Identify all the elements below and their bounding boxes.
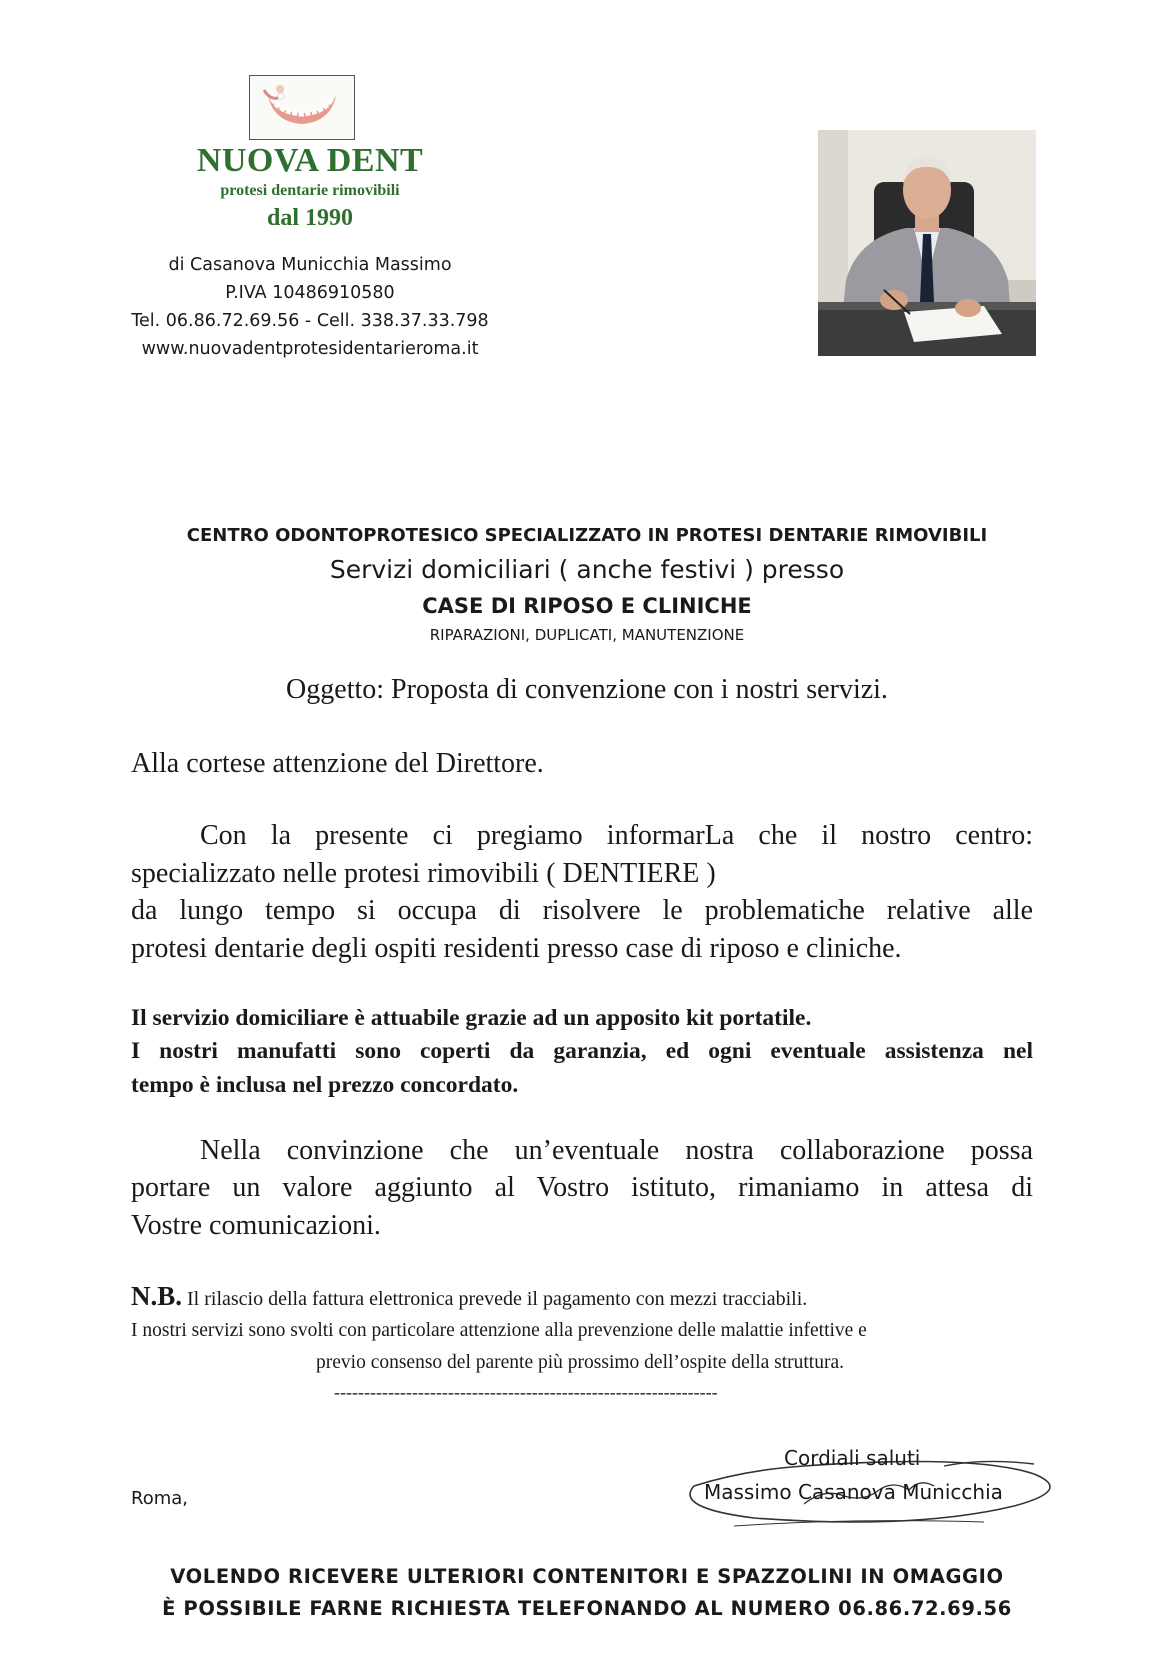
owner-photo	[818, 130, 1036, 356]
center-heading: CENTRO ODONTOPROTESICO SPECIALIZZATO IN PROTESI DENTARIE RIMOVIBILI	[186, 525, 988, 546]
closing-place: Roma,	[131, 1488, 188, 1509]
contact-owner: di Casanova Municchia Massimo	[168, 255, 452, 275]
footer-line2: È POSSIBILE FARNE RICHIESTA TELEFONANDO AL NUMERO 06.86.72.69.56	[162, 1597, 1012, 1620]
extras-line: RIPARAZIONI, DUPLICATI, MANUTENZIONE	[429, 626, 745, 644]
note-text1: Il rilascio della fattura elettronica prevede il pagamento con mezzi tracciabili.	[187, 1288, 808, 1310]
note-separator: ----------------------------------------------------------------	[334, 1382, 718, 1402]
salutation: Alla cortese attenzione del Direttore.	[131, 748, 544, 779]
brand-since: dal 1990	[266, 205, 353, 231]
body-p3-line3: Vostre comunicazioni.	[131, 1210, 381, 1241]
denture-logo	[249, 75, 355, 140]
services-line: Servizi domiciliari ( anche festivi ) presso	[329, 555, 845, 584]
subject-line: Oggetto: Proposta di convenzione con i nostri servizi.	[286, 674, 888, 705]
note-line3: previo consenso del parente più prossimo dell’ospite della struttura.	[316, 1352, 844, 1373]
note-line1	[131, 1281, 807, 1312]
brand-name: NUOVA DENT	[196, 142, 424, 179]
places-line: CASE DI RIPOSO E CLINICHE	[422, 594, 752, 618]
bold-line1: Il servizio domiciliare è attuabile grazie ad un apposito kit portatile.	[131, 1005, 812, 1031]
closing-greeting: Cordiali saluti	[784, 1446, 921, 1470]
body-p1-line1: Con la presente ci pregiamo informarLa che il nostro centro:	[200, 820, 1033, 851]
body-p1-line2: specializzato nelle protesi rimovibili ( DENTIERE )	[131, 858, 716, 889]
body-p1-line3: da lungo tempo si occupa di risolvere le problematiche relative alle	[131, 895, 1033, 926]
body-p1-line4: protesi dentarie degli ospiti residenti presso case di riposo e cliniche.	[131, 933, 902, 964]
brand-subtitle: protesi dentarie rimovibili	[220, 182, 400, 199]
closing-signer: Massimo Casanova Municchia	[704, 1480, 1003, 1504]
note-label: N.B.	[131, 1281, 183, 1311]
body-p3-line1: Nella convinzione che un’eventuale nostra collaborazione possa	[200, 1135, 1033, 1166]
bold-line2: I nostri manufatti sono coperti da garanzia, ed ogni eventuale assistenza nel	[131, 1038, 1033, 1064]
footer-line1: VOLENDO RICEVERE ULTERIORI CONTENITORI E SPAZZOLINI IN OMAGGIO	[170, 1565, 1004, 1588]
note-line2: I nostri servizi sono svolti con particolare attenzione alla prevenzione delle malattie infettive e	[131, 1320, 867, 1341]
body-p3-line2: portare un valore aggiunto al Vostro istituto, rimaniamo in attesa di	[131, 1172, 1033, 1203]
contact-website: www.nuovadentprotesidentarieroma.it	[141, 339, 479, 359]
contact-vat: P.IVA 10486910580	[225, 283, 395, 303]
contact-phones: Tel. 06.86.72.69.56 - Cell. 338.37.33.798	[131, 311, 489, 331]
bold-line3: tempo è inclusa nel prezzo concordato.	[131, 1072, 519, 1098]
denture-icon	[250, 76, 354, 139]
